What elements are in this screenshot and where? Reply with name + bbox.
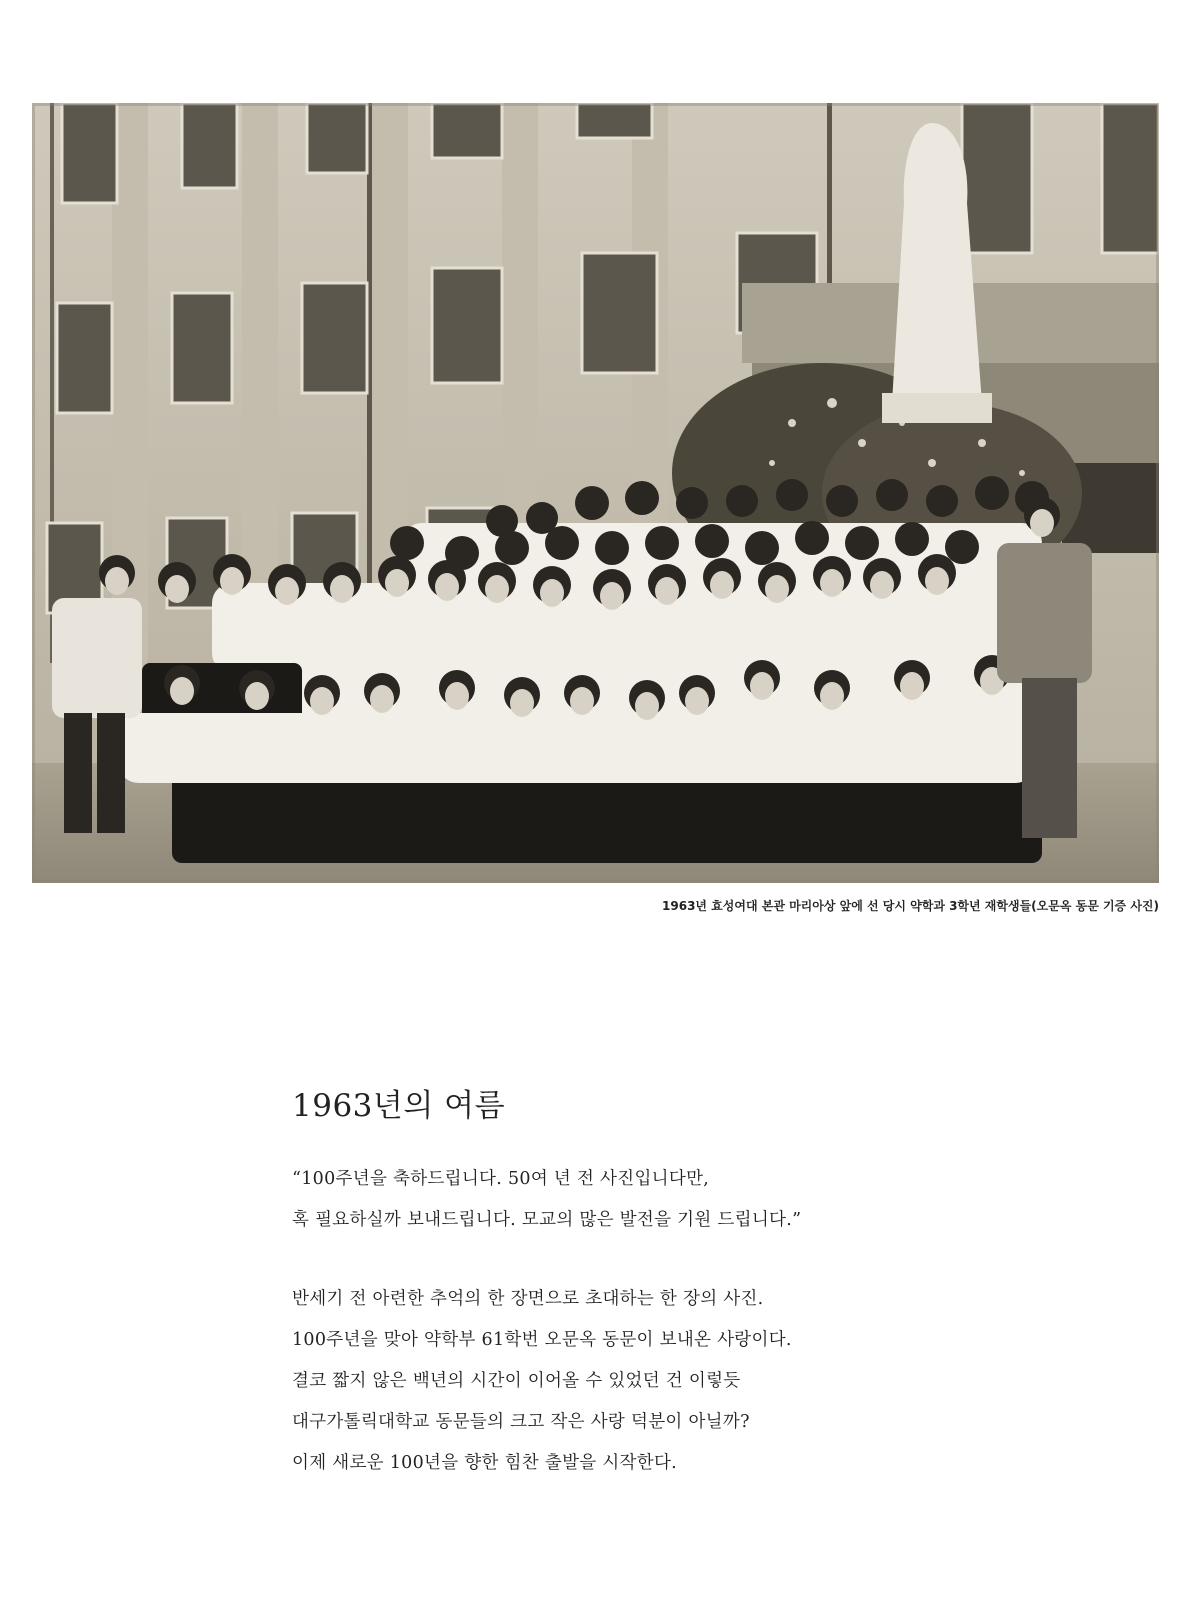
body-paragraph bbox=[292, 1279, 1012, 1484]
quote-paragraph bbox=[292, 1159, 1012, 1241]
body-line: 결코 짧지 않은 백년의 시간이 이어올 수 있었던 건 이렇듯 bbox=[292, 1371, 741, 1391]
article-title: 1963년의 여름 bbox=[292, 1088, 506, 1124]
body-line: 반세기 전 아련한 추억의 한 장면으로 초대하는 한 장의 사진. bbox=[292, 1289, 764, 1309]
body-line: 이제 새로운 100년을 향한 힘찬 출발을 시작한다. bbox=[292, 1453, 678, 1473]
article bbox=[292, 1080, 1012, 1522]
photo-caption: 1963년 효성여대 본관 마리아상 앞에 선 당시 약학과 3학년 재학생들(오문옥 동문 기증 사진) bbox=[662, 899, 1159, 913]
body-line: 대구가톨릭대학교 동문들의 크고 작은 사랑 덕분이 아닐까? bbox=[292, 1412, 750, 1432]
group-photo-icon bbox=[32, 103, 1159, 883]
body-line: 100주년을 맞아 약학부 61학번 오문옥 동문이 보내온 사랑이다. bbox=[292, 1330, 792, 1350]
group-photo bbox=[32, 103, 1159, 883]
quote-line: “100주년을 축하드립니다. 50여 년 전 사진입니다만, bbox=[292, 1169, 710, 1189]
quote-line: 혹 필요하실까 보내드립니다. 모교의 많은 발전을 기원 드립니다.” bbox=[292, 1210, 802, 1230]
